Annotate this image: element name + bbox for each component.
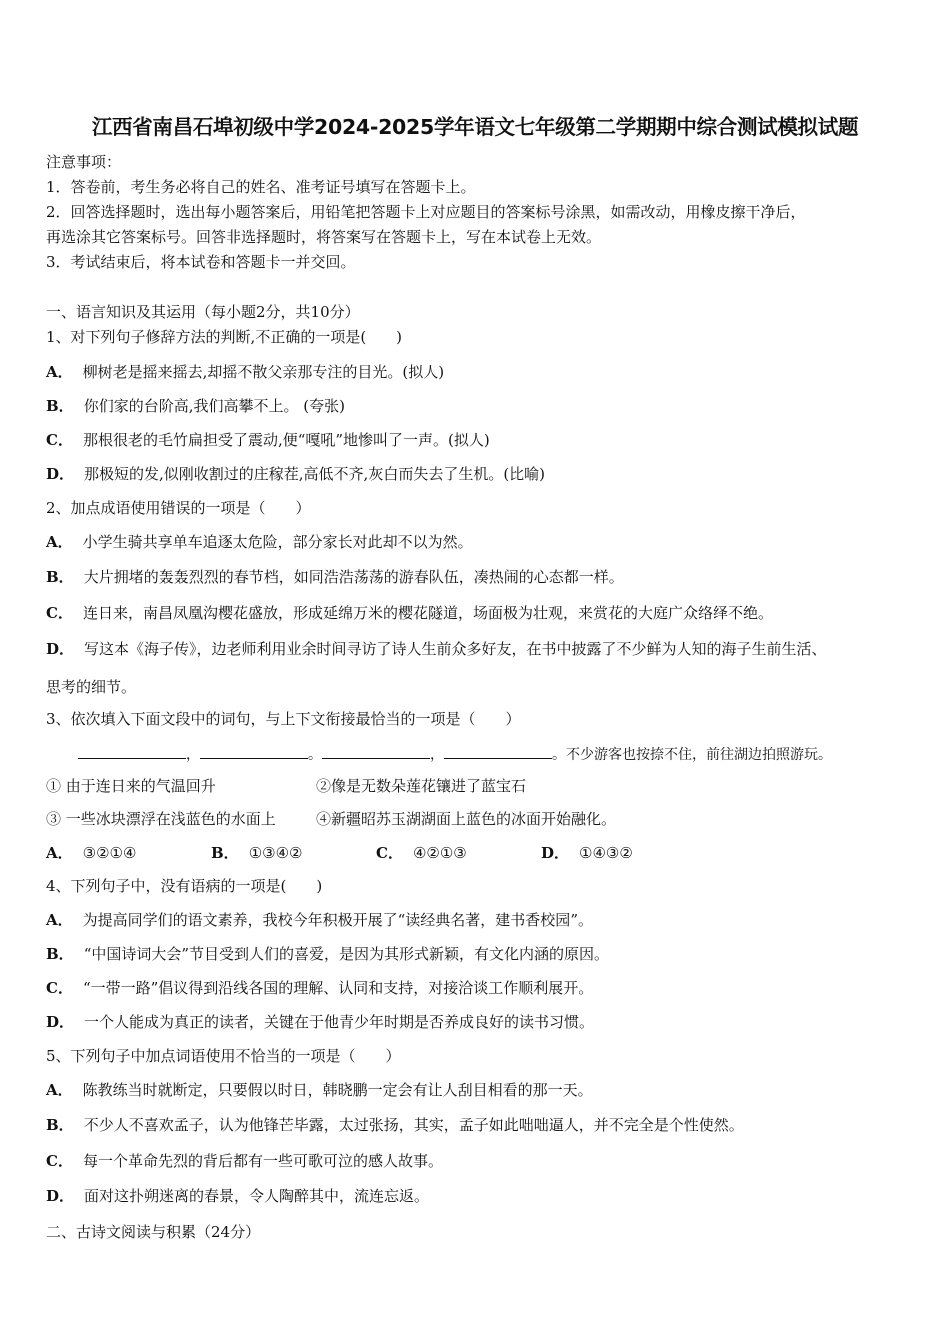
option-key: B． bbox=[46, 568, 74, 586]
option-key: C． bbox=[46, 431, 73, 449]
fill-blank bbox=[200, 743, 308, 759]
blank-separator: 。 bbox=[308, 747, 322, 763]
option-key: B． bbox=[46, 1116, 74, 1134]
phrase-item: ②像是无数朵莲花镶进了蓝宝石 bbox=[316, 777, 527, 795]
option-key: A． bbox=[46, 363, 73, 381]
option-text: 柳树老是摇来摇去,却摇不散父亲那专注的目光。(拟人) bbox=[82, 363, 445, 381]
option-text: 不少人不喜欢孟子，认为他锋芒毕露，太过张扬，其实，孟子如此咄咄逼人，并不完全是个性使然。 bbox=[83, 1116, 744, 1134]
question-stem: 1、对下列句子修辞方法的判断,不正确的一项是( ) bbox=[46, 328, 403, 346]
option-text: 那根很老的毛竹扁担受了震动,便“嘎吼”地惨叫了一声。(拟人) bbox=[82, 431, 490, 449]
option-text: ①④③② bbox=[579, 844, 633, 862]
answer-option bbox=[46, 978, 593, 998]
option-text: ①③④② bbox=[248, 844, 303, 862]
answer-option bbox=[46, 567, 624, 587]
option-text: 你们家的台阶高,我们高攀不上。 (夸张) bbox=[83, 397, 345, 415]
answer-option bbox=[46, 430, 490, 450]
answer-option bbox=[46, 639, 827, 659]
phrase-item: ① 由于连日来的气温回升 bbox=[46, 777, 216, 795]
option-key: B． bbox=[46, 397, 74, 415]
option-key: A． bbox=[46, 911, 73, 929]
fill-in-sentence bbox=[78, 743, 832, 765]
answer-option bbox=[46, 464, 545, 484]
answer-option bbox=[376, 843, 541, 863]
phrase-row bbox=[46, 809, 616, 829]
option-text: 连日来，南昌凤凰沟樱花盛放，形成延绵万米的樱花隧道，场面极为壮观，来赏花的大庭广众络绎不绝。 bbox=[82, 604, 773, 622]
option-text: “一带一路”倡议得到沿线各国的理解、认同和支持，对接洽谈工作顺利展开。 bbox=[82, 979, 594, 997]
blank-separator: ， bbox=[430, 747, 444, 763]
fill-blank bbox=[322, 743, 430, 759]
question-stem: 3、依次填入下面文段中的词句，与上下文衔接最恰当的一项是（ ） bbox=[46, 710, 521, 728]
answer-option bbox=[46, 1186, 429, 1206]
option-key: C． bbox=[46, 979, 73, 997]
phrase-row bbox=[46, 776, 526, 796]
answer-option bbox=[541, 843, 633, 863]
question-stem: 4、下列句子中，没有语病的一项是( ) bbox=[46, 877, 323, 895]
answer-option bbox=[46, 1012, 594, 1032]
option-text: “中国诗词大会”节目受到人们的喜爱，是因为其形式新颖，有文化内涵的原因。 bbox=[83, 945, 610, 963]
question-stem: 5、下列句子中加点词语使用不恰当的一项是（ ） bbox=[46, 1047, 401, 1065]
answer-option bbox=[46, 362, 444, 382]
option-key: A． bbox=[46, 1081, 73, 1099]
fill-blank bbox=[78, 743, 186, 759]
answer-option bbox=[46, 944, 609, 964]
section-heading: 一、语言知识及其运用（每小题2分，共10分） bbox=[46, 303, 360, 321]
phrase-item: ③ 一些冰块漂浮在浅蓝色的水面上 bbox=[46, 810, 276, 828]
option-key: D． bbox=[46, 1187, 75, 1205]
section-heading: 二、古诗文阅读与积累（24分） bbox=[46, 1223, 261, 1241]
option-key: B． bbox=[46, 945, 74, 963]
notice-item: 1．答卷前，考生务必将自己的姓名、准考证号填写在答题卡上。 bbox=[46, 178, 476, 196]
fill-blank bbox=[444, 743, 552, 759]
option-key: D． bbox=[541, 844, 570, 862]
notice-item: 再选涂其它答案标号。回答非选择题时，将答案写在答题卡上，写在本试卷上无效。 bbox=[46, 228, 602, 246]
notice-item: 2．回答选择题时，选出每小题答案后，用铅笔把答题卡上对应题目的答案标号涂黑，如需改动，用橡皮擦干净后， bbox=[46, 203, 806, 221]
option-key: C． bbox=[376, 844, 403, 862]
answer-option bbox=[46, 910, 593, 930]
option-key: D． bbox=[46, 640, 75, 658]
option-text: ④②①③ bbox=[412, 844, 467, 862]
option-key: D． bbox=[46, 465, 75, 483]
notice-heading: 注意事项： bbox=[46, 153, 122, 171]
option-key: D． bbox=[46, 1013, 75, 1031]
answer-option bbox=[46, 532, 473, 552]
answer-options-row bbox=[46, 843, 633, 863]
answer-option bbox=[46, 1080, 593, 1100]
option-text: 一个人能成为真正的读者，关键在于他青少年时期是否养成良好的读书习惯。 bbox=[84, 1013, 595, 1031]
answer-option bbox=[46, 1115, 744, 1135]
answer-option bbox=[46, 396, 345, 416]
option-text: 为提高同学们的语文素养，我校今年积极开展了“读经典名著，建书香校园”。 bbox=[82, 911, 593, 929]
option-key: A． bbox=[46, 533, 73, 551]
option-key: B． bbox=[211, 844, 239, 862]
question-stem: 2、加点成语使用错误的一项是（ ） bbox=[46, 499, 311, 517]
notice-item: 3．考试结束后，将本试卷和答题卡一并交回。 bbox=[46, 253, 356, 271]
page-title: 江西省南昌石埠初级中学2024-2025学年语文七年级第二学期期中综合测试模拟试题 bbox=[91, 115, 859, 139]
option-continuation: 思考的细节。 bbox=[46, 678, 137, 696]
option-text: ③②①④ bbox=[82, 844, 137, 862]
answer-option bbox=[211, 843, 376, 863]
phrase-item: ④新疆昭苏玉湖湖面上蓝色的冰面开始融化。 bbox=[316, 810, 617, 828]
option-text: 面对这扑朔迷离的春景，令人陶醉其中，流连忘返。 bbox=[84, 1187, 430, 1205]
answer-option bbox=[46, 1151, 443, 1171]
option-text: 每一个革命先烈的背后都有一些可歌可泣的感人故事。 bbox=[82, 1152, 443, 1170]
option-text: 陈教练当时就断定，只要假以时日，韩晓鹏一定会有让人刮目相看的那一天。 bbox=[82, 1081, 593, 1099]
answer-option bbox=[46, 843, 211, 863]
option-text: 那极短的发,似刚收割过的庄稼茬,高低不齐,灰白而失去了生机。(比喻) bbox=[84, 465, 546, 483]
option-key: C． bbox=[46, 604, 73, 622]
blank-separator: ， bbox=[186, 747, 200, 763]
option-text: 写这本《海子传》，边老师利用业余时间寻访了诗人生前众多好友，在书中披露了不少鲜为人知的海子生前生活、 bbox=[84, 640, 827, 658]
option-text: 大片拥堵的轰轰烈烈的春节档，如同浩浩荡荡的游春队伍，凑热闹的心态都一样。 bbox=[83, 568, 624, 586]
fill-tail: 。不少游客也按捺不住，前往湖边拍照游玩。 bbox=[552, 747, 832, 763]
answer-option bbox=[46, 603, 773, 623]
option-key: A． bbox=[46, 844, 73, 862]
option-key: C． bbox=[46, 1152, 73, 1170]
option-text: 小学生骑共享单车追逐太危险，部分家长对此却不以为然。 bbox=[82, 533, 473, 551]
